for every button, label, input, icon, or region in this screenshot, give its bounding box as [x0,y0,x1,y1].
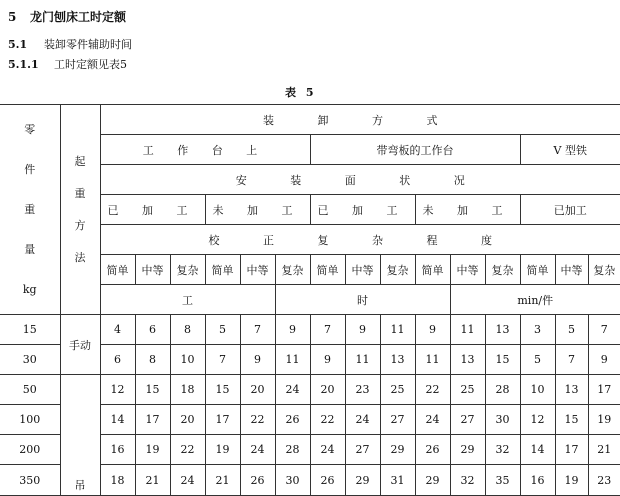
method-label-char: 重 [74,186,86,200]
value-cell: 10 [520,375,555,405]
value-cell: 5 [555,315,588,345]
value-cell: 10 [170,345,205,375]
value-cell: 32 [450,465,485,496]
value-cell: 30 [275,465,310,496]
value-cell: 6 [100,345,135,375]
weight-label-unit: kg [22,282,37,296]
level-complex: 复杂 [170,255,205,285]
value-cell: 26 [415,435,450,465]
section-title: 龙门刨床工时定额 [30,10,127,24]
level-simple: 简单 [415,255,450,285]
value-cell: 8 [170,315,205,345]
level-complex: 复杂 [588,255,620,285]
section-number: 5 [8,10,17,24]
value-cell: 7 [555,345,588,375]
value-cell: 18 [100,465,135,496]
value-cell: 8 [135,345,170,375]
value-cell: 32 [485,435,520,465]
value-cell: 24 [275,375,310,405]
level-complex: 复杂 [380,255,415,285]
level-medium: 中等 [450,255,485,285]
value-cell: 27 [450,405,485,435]
value-cell: 16 [100,435,135,465]
level-simple: 简单 [100,255,135,285]
value-cell: 7 [240,315,275,345]
group-workbench: 工 作 台 上 [100,135,310,165]
level-simple: 简单 [310,255,345,285]
value-cell: 17 [135,405,170,435]
value-cell: 26 [275,405,310,435]
value-cell: 19 [555,465,588,496]
value-cell: 25 [450,375,485,405]
value-cell: 22 [170,435,205,465]
value-cell: 9 [310,345,345,375]
surface-unmachined: 未 加 工 [205,195,310,225]
weight-cell: 100 [0,405,60,435]
value-cell: 27 [380,405,415,435]
value-cell: 22 [310,405,345,435]
value-cell: 13 [380,345,415,375]
method-cell-crane [60,375,100,496]
header-install-method: 装 卸 方 式 [100,105,620,135]
level-simple: 简单 [520,255,555,285]
value-cell: 31 [380,465,415,496]
value-cell: 13 [555,375,588,405]
value-cell: 14 [520,435,555,465]
time-label-hour: 时 [275,285,450,315]
level-medium: 中等 [135,255,170,285]
value-cell: 9 [240,345,275,375]
level-complex: 复杂 [485,255,520,285]
value-cell: 7 [588,315,620,345]
surface-machined: 已 加 工 [310,195,415,225]
level-complex: 复杂 [275,255,310,285]
weight-cell: 200 [0,435,60,465]
value-cell: 29 [380,435,415,465]
value-cell: 28 [485,375,520,405]
value-cell: 15 [555,405,588,435]
header-alignment-complexity: 校 正 复 杂 程 度 [100,225,620,255]
value-cell: 15 [485,345,520,375]
time-unit: min/件 [450,285,620,315]
weight-label-char: 量 [24,242,36,256]
value-cell: 24 [415,405,450,435]
value-cell: 9 [415,315,450,345]
value-cell: 25 [380,375,415,405]
subsubsection-number: 5.1.1 [8,58,39,71]
value-cell: 11 [380,315,415,345]
value-cell: 22 [415,375,450,405]
level-simple: 简单 [205,255,240,285]
value-cell: 9 [275,315,310,345]
value-cell: 20 [310,375,345,405]
subsubsection-text: 工时定额见表5 [54,58,127,71]
value-cell: 5 [520,345,555,375]
value-cell: 23 [345,375,380,405]
value-cell: 21 [588,435,620,465]
weight-label-char: 重 [24,202,36,216]
time-quota-table [0,104,620,496]
value-cell: 9 [588,345,620,375]
value-cell: 11 [345,345,380,375]
subsection-heading [8,36,132,52]
method-column-header [60,105,100,315]
value-cell: 28 [275,435,310,465]
value-cell: 13 [485,315,520,345]
value-cell: 3 [520,315,555,345]
value-cell: 23 [588,465,620,496]
surface-unmachined: 未 加 工 [415,195,520,225]
value-cell: 22 [240,405,275,435]
value-cell: 24 [310,435,345,465]
value-cell: 17 [205,405,240,435]
group-v-iron: V 型铁 [520,135,620,165]
value-cell: 5 [205,315,240,345]
value-cell: 30 [485,405,520,435]
weight-cell: 15 [0,315,60,345]
value-cell: 11 [415,345,450,375]
value-cell: 19 [588,405,620,435]
value-cell: 27 [345,435,380,465]
method-label-char: 法 [74,250,86,264]
value-cell: 15 [135,375,170,405]
time-label-work: 工 [100,285,275,315]
value-cell: 24 [240,435,275,465]
weight-cell: 30 [0,345,60,375]
value-cell: 17 [555,435,588,465]
section-heading [8,8,126,25]
weight-column-header [0,105,60,315]
value-cell: 13 [450,345,485,375]
weight-label-char: 零 [24,122,36,136]
surface-machined: 已加工 [520,195,620,225]
value-cell: 7 [310,315,345,345]
value-cell: 20 [170,405,205,435]
weight-label-char: 件 [24,162,36,176]
value-cell: 14 [100,405,135,435]
value-cell: 19 [205,435,240,465]
value-cell: 18 [170,375,205,405]
value-cell: 4 [100,315,135,345]
method-crane-text: 吊 [74,479,86,492]
header-surface-condition: 安 装 面 状 况 [100,165,620,195]
value-cell: 26 [310,465,345,496]
table-caption: 表 5 [285,86,317,99]
value-cell: 29 [345,465,380,496]
value-cell: 12 [100,375,135,405]
value-cell: 9 [345,315,380,345]
subsection-title: 装卸零件辅助时间 [44,38,132,51]
method-label-char: 方 [74,218,86,232]
weight-cell: 50 [0,375,60,405]
subsection-number: 5.1 [8,38,28,51]
value-cell: 26 [240,465,275,496]
value-cell: 12 [520,405,555,435]
subsubsection-heading [8,56,127,72]
group-angle-plate: 带弯板的工作台 [310,135,520,165]
value-cell: 7 [205,345,240,375]
value-cell: 24 [170,465,205,496]
value-cell: 6 [135,315,170,345]
value-cell: 21 [205,465,240,496]
method-cell-manual: 手动 [60,315,100,375]
weight-cell: 350 [0,465,60,496]
level-medium: 中等 [240,255,275,285]
surface-machined: 已 加 工 [100,195,205,225]
value-cell: 20 [240,375,275,405]
value-cell: 17 [588,375,620,405]
value-cell: 24 [345,405,380,435]
value-cell: 19 [135,435,170,465]
method-label-char: 起 [74,154,86,168]
value-cell: 11 [450,315,485,345]
level-medium: 中等 [555,255,588,285]
value-cell: 16 [520,465,555,496]
value-cell: 29 [415,465,450,496]
level-medium: 中等 [345,255,380,285]
value-cell: 21 [135,465,170,496]
value-cell: 29 [450,435,485,465]
value-cell: 35 [485,465,520,496]
value-cell: 11 [275,345,310,375]
value-cell: 15 [205,375,240,405]
